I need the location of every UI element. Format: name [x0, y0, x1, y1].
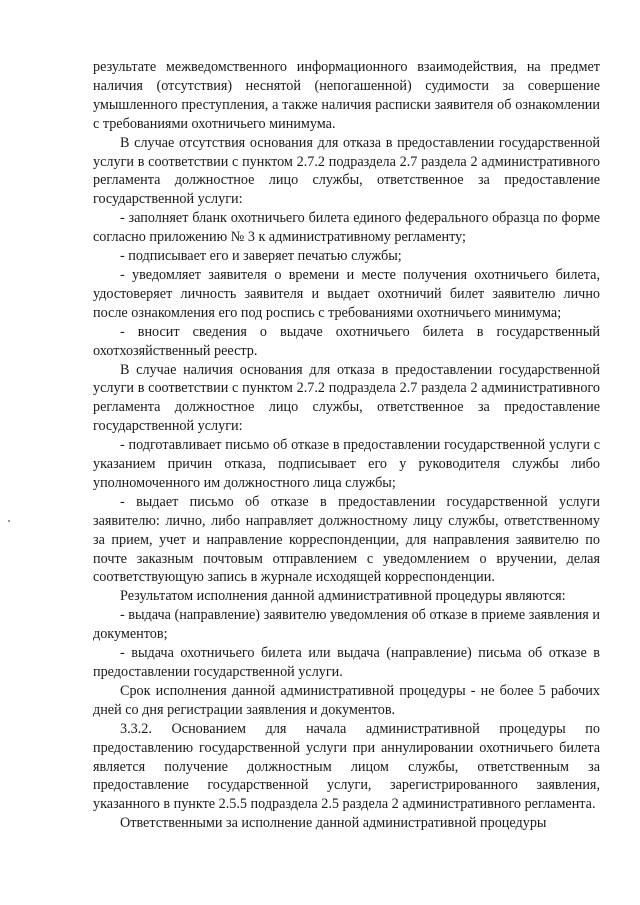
paragraph-result-issue: - выдача охотничьего билета или выдача (направление) письма об отказе в предоставлении государственной услуги. — [93, 645, 600, 680]
paragraph-result-refusal-notice: - выдача (направление) заявителю уведомления об отказе в приеме заявления и документов; — [93, 607, 600, 643]
paragraph-sign-stamp: - подписывает его и заверяет печатью службы; — [120, 248, 402, 265]
paragraph-result-heading: Результатом исполнения данной административной процедуры являются: — [120, 588, 566, 605]
scan-artifact — [8, 520, 10, 522]
paragraph-section-3-3-2: 3.3.2. Основанием для начала административной процедуры по предоставлению государственной услуги при аннулировании охотничьего билета является получение должностным лицом службы, ответственным за предоставление государственной услуги, зарегистрированного заявления, указанного в пункте 2.5.5 подраздела 2.5 раздела 2 административного регламента. — [93, 720, 600, 813]
paragraph-register-entry: - вносит сведения о выдаче охотничьего билета в государственный охотхозяйственный реестр. — [93, 323, 600, 359]
paragraph-notify-applicant: - уведомляет заявителя о времени и месте получения охотничьего билета, удостоверяет личность заявителя и выдает охотничий билет заявителю лично после ознакомления его под роспись с требованиями охотничьего минимума; — [93, 266, 600, 321]
paragraph-fill-blank: - заполняет бланк охотничьего билета единого федерального образца по форме согласно приложению № 3 к административному регламенту; — [93, 210, 600, 246]
paragraph-issue-refusal: - выдает письмо об отказе в предоставлении государственной услуги заявителю: лично, либо направляет должностному лицу службы, ответственному за прием, учет и направление корреспонденции, для направления заявителю по почте заказным почтовым отправлением с уведомлением о вручении, делая соответствующую запись в журнале исходящей корреспонденции. — [93, 493, 600, 586]
paragraph-deadline: Срок исполнения данной административной процедуры - не более 5 рабочих дней со дня регистрации заявления и документов. — [93, 682, 600, 718]
paragraph-prepare-refusal: - подготавливает письмо об отказе в предоставлении государственной услуги с указанием причин отказа, подписывает его у руководителя службы либо уполномоченного им должностного лица службы; — [93, 437, 600, 491]
paragraph-continuation: результате межведомственного информационного взаимодействия, на предмет наличия (отсутствия) неснятой (непогашенной) судимости за совершение умышленного преступления, а также наличия расписки заявителя об ознакомлении с требованиями охотничьего минимума. — [93, 59, 600, 132]
paragraph-refusal-grounds: В случае наличия основания для отказа в предоставлении государственной услуги в соответствии с пунктом 2.7.2 подраздела 2.7 раздела 2 административного регламента должностное лицо службы, ответственное за предоставление государственной услуги: — [93, 361, 600, 435]
paragraph-responsible: Ответственными за исполнение данной административной процедуры — [120, 815, 547, 832]
paragraph-no-refusal-grounds: В случае отсутствия основания для отказа в предоставлении государственной услуги в соответствии с пунктом 2.7.2 подраздела 2.7 раздела 2 административного регламента должностное лицо службы, ответственное за предоставление государственной услуги: — [93, 134, 600, 208]
